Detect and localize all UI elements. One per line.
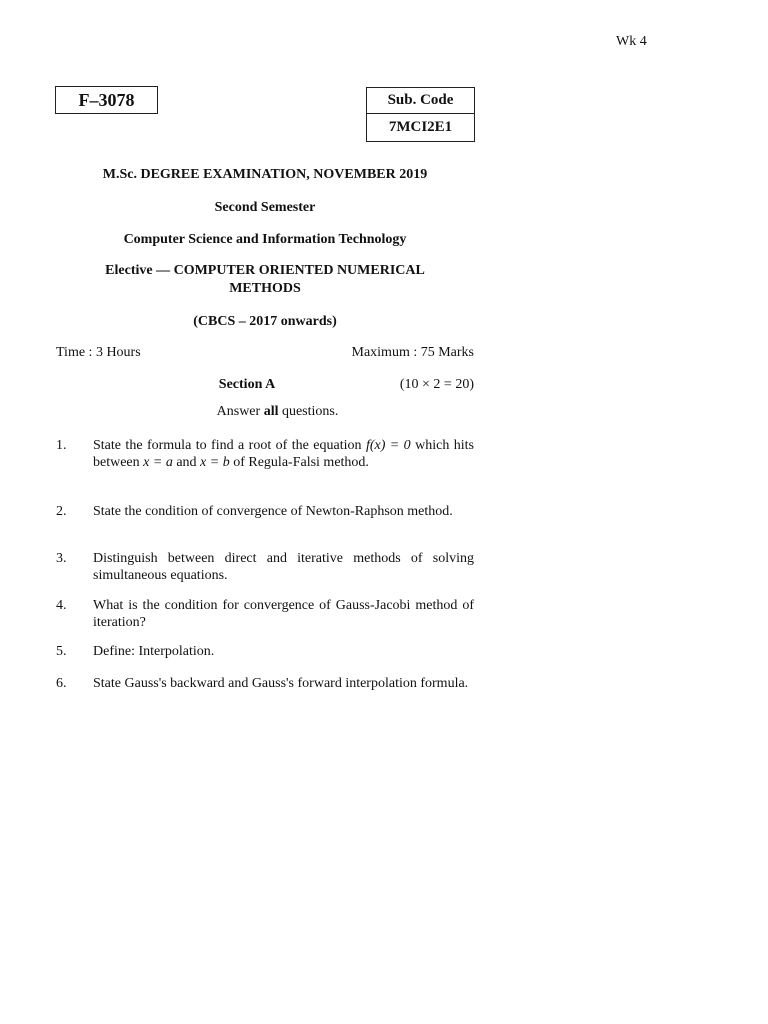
sub-code-box xyxy=(366,87,475,142)
question-1 xyxy=(56,437,474,471)
semester: Second Semester xyxy=(214,200,316,215)
scheme: (CBCS – 2017 onwards) xyxy=(193,314,337,329)
max-marks-label: Maximum : 75 Marks xyxy=(351,345,474,360)
question-text: State the formula to find a root of the equation f(x) = 0 which hits between x = a and x = b of Regula-Falsi method. xyxy=(93,438,474,470)
question-text: Define: Interpolation. xyxy=(93,644,215,659)
course-title-line1: Elective — COMPUTER ORIENTED NUMERICAL xyxy=(105,263,425,278)
section-marks: (10 × 2 = 20) xyxy=(399,377,474,392)
section-instruction xyxy=(56,404,499,420)
question-3 xyxy=(56,550,474,584)
time-label: Time : 3 Hours xyxy=(56,345,141,360)
paper-code-box: F–3078 xyxy=(55,86,158,114)
question-5 xyxy=(56,643,474,660)
question-number: 3. xyxy=(56,551,67,566)
time-marks-row xyxy=(56,345,474,361)
question-number: 6. xyxy=(56,676,67,691)
page-number-label: Wk 4 xyxy=(616,34,647,49)
section-title: Section A xyxy=(218,377,276,392)
question-4 xyxy=(56,597,474,631)
question-number: 5. xyxy=(56,644,67,659)
question-2 xyxy=(56,503,474,520)
sub-code-label: Sub. Code xyxy=(387,92,454,108)
instruction-pre: Answer xyxy=(216,404,264,419)
question-6 xyxy=(56,675,474,692)
department: Computer Science and Information Technology xyxy=(123,232,407,247)
equation-x-a: x = a xyxy=(143,455,173,470)
question-number: 1. xyxy=(56,438,67,453)
question-text: State the condition of convergence of Newton-Raphson method. xyxy=(93,504,453,519)
instruction-post: questions. xyxy=(278,404,339,419)
equation-f-x: f(x) = 0 xyxy=(365,438,411,453)
equation-x-b: x = b xyxy=(200,455,230,470)
question-text: State Gauss's backward and Gauss's forward interpolation formula. xyxy=(93,676,469,691)
instruction-bold: all xyxy=(263,404,279,419)
question-text: Distinguish between direct and iterative methods of solving simultaneous equations. xyxy=(93,551,474,583)
course-title-line2: METHODS xyxy=(229,281,301,296)
question-number: 4. xyxy=(56,598,67,613)
exam-title: M.Sc. DEGREE EXAMINATION, NOVEMBER 2019 xyxy=(102,167,428,182)
sub-code-value: 7MCI2E1 xyxy=(367,113,474,141)
question-text: What is the condition for convergence of Gauss-Jacobi method of iteration? xyxy=(93,598,474,630)
section-header xyxy=(56,377,474,395)
question-number: 2. xyxy=(56,504,67,519)
